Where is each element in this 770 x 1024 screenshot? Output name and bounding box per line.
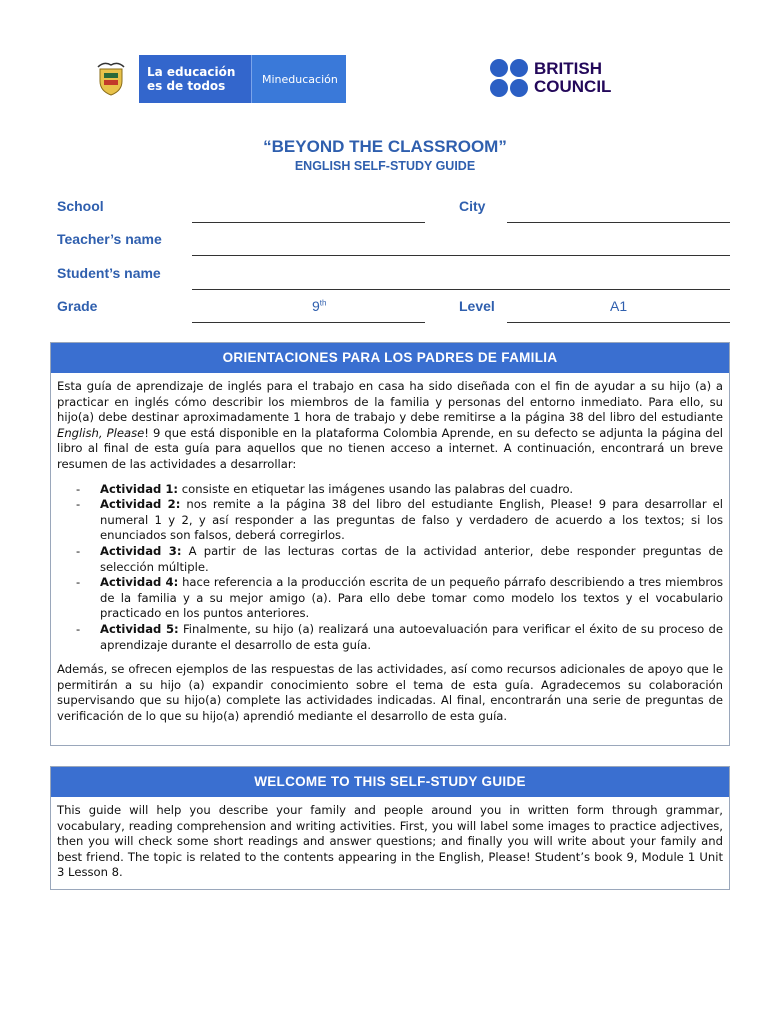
- parents-guidance-box: [50, 342, 730, 746]
- ministry-name: Mineducación: [251, 55, 346, 103]
- bc-line-1: BRITISH: [534, 59, 602, 78]
- page-title: “BEYOND THE CLASSROOM”: [263, 137, 507, 156]
- coat-of-arms-icon: [83, 55, 139, 103]
- school-field[interactable]: [192, 222, 425, 223]
- page-subtitle: ENGLISH SELF-STUDY GUIDE: [294, 159, 476, 173]
- teacher-name-label: Teacher’s name: [57, 231, 162, 247]
- welcome-box: [50, 766, 730, 890]
- parents-closing: Además, se ofrecen ejemplos de las respuestas de las actividades, así como recursos adicionales de apoyo que le permitirán a su hijo (a) expandir conocimiento sobre el tema de esta guía. Agradecemos su colaboración supervisando que su hijo(a) complete las actividades indicadas. Al final, encontrarán una serie de preguntas de verificación de lo que su hijo(a) aprendió mediante el desarrollo de esta guía.: [57, 662, 723, 723]
- parents-heading: ORIENTACIONES PARA LOS PADRES DE FAMILIA: [51, 343, 729, 373]
- slogan-line-2: es de todos: [147, 79, 226, 93]
- welcome-heading: WELCOME TO THIS SELF-STUDY GUIDE: [51, 767, 729, 797]
- activities-list: [57, 482, 723, 654]
- parents-body: [51, 373, 729, 730]
- level-value: A1: [610, 298, 628, 314]
- student-name-field[interactable]: [192, 289, 730, 290]
- education-slogan: [139, 55, 251, 103]
- grade-label: Grade: [57, 298, 98, 314]
- level-field[interactable]: [507, 322, 730, 323]
- slogan-line-1: La educación: [147, 65, 236, 79]
- activity-item: - Actividad 3: A partir de las lecturas cortas de la actividad anterior, debe responder preguntas de selección múltiple.: [57, 544, 723, 575]
- activity-item: - Actividad 4: hace referencia a la producción escrita de un pequeño párrafo describiendo a tres miembros de la familia y a su mejor amigo (a). Para ello debe tomar como modelo los textos y el vocabulario practicado en los puntos anteriores.: [57, 575, 723, 622]
- activity-item: - Actividad 2: nos remite a la página 38 del libro del estudiante English, Please! 9 para desarrollar el numeral 1 y 2, y así responder a las preguntas de falso y verdadero de acuerdo a los textos; si los enunciados son falsos, deberá corregirlos.: [57, 497, 723, 544]
- parents-intro: Esta guía de aprendizaje de inglés para el trabajo en casa ha sido diseñada con el fin de ayudar a su hijo (a) a practicar en inglés cómo describir los miembros de la familia y personas del entorno inmediato. Para ello, su hijo(a) debe destinar aproximadamente 1 hora de trabajo y debe remitirse a la página 38 del libro del estudiante English, Please! 9 que está disponible en la plataforma Colombia Aprende, en su defecto se adjunta la página del libro al final de esta guía para aquellos que no tienen acceso a internet. A continuación, encontrará un breve resumen de las actividades a desarrollar:: [57, 379, 724, 471]
- city-label: City: [459, 198, 486, 214]
- level-label: Level: [459, 298, 495, 314]
- student-name-label: Student’s name: [57, 265, 161, 281]
- british-council-logo: [490, 57, 611, 99]
- activity-item: - Actividad 1: consiste en etiquetar las imágenes usando las palabras del cuadro.: [57, 482, 723, 498]
- teacher-name-field[interactable]: [192, 255, 730, 256]
- activity-item: - Actividad 5: Finalmente, su hijo (a) realizará una autoevaluación para verificar el éxito de su proceso de aprendizaje durante el desarrollo de esta guía.: [57, 622, 723, 653]
- school-label: School: [57, 198, 104, 214]
- grade-value: 9th: [312, 298, 327, 314]
- british-council-dots-icon: [490, 59, 528, 97]
- city-field[interactable]: [507, 222, 730, 223]
- mineducacion-logo: [83, 55, 346, 103]
- bc-line-2: COUNCIL: [534, 77, 612, 96]
- welcome-text: This guide will help you describe your family and people around you in written form through grammar, vocabulary, reading comprehension and writing activities. First, you will label some images to practice adjectives, then you will check some short readings and answer questions; and finally you will write about your family and best friend. The topic is related to the contents appearing in the English, Please! Student’s book 9, Module 1 Unit 3 Lesson 8.: [57, 803, 723, 880]
- grade-field[interactable]: [192, 322, 425, 323]
